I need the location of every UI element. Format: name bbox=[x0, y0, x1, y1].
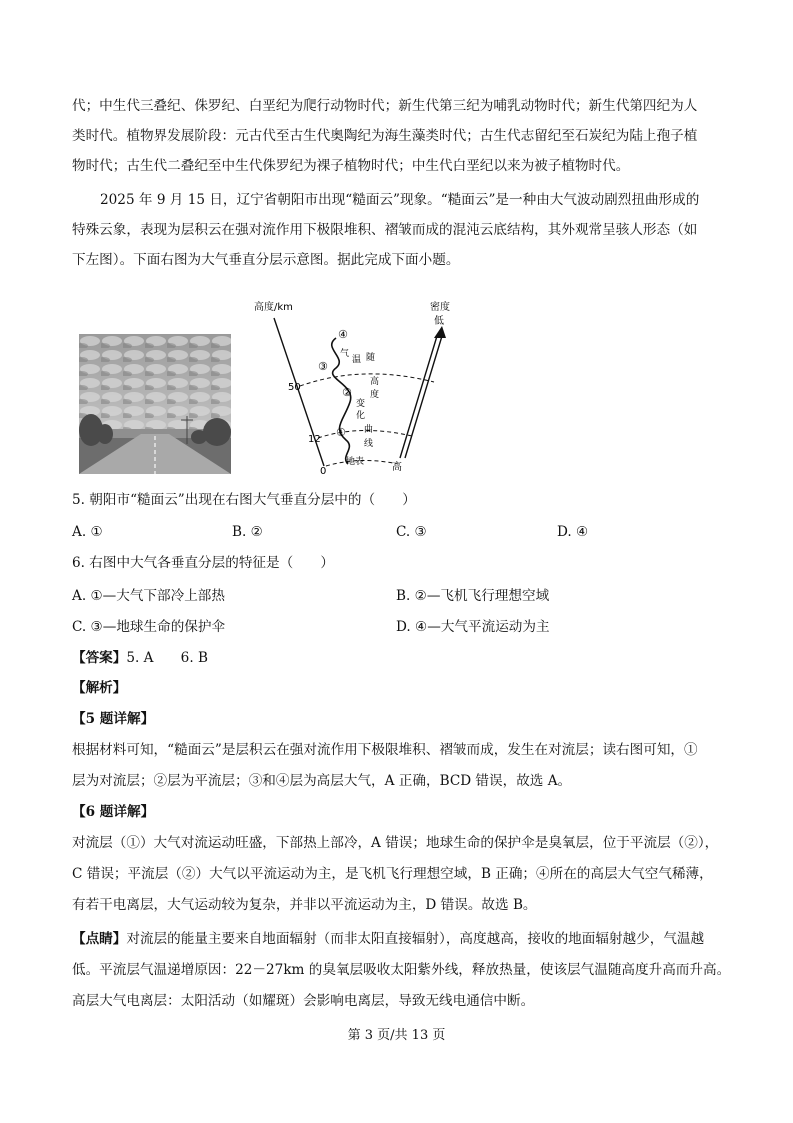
comment-label: 【点睛】 bbox=[72, 931, 127, 947]
answer-values: 5. A 6. B bbox=[126, 650, 208, 666]
layer-1-label: ① bbox=[336, 426, 346, 439]
q6-detail-line-3: 有若干电离层，大气运动较为复杂，并非以平流运动为主，D 错误。故选 B。 bbox=[72, 897, 537, 913]
comment-line-3: 高层大气电离层：太阳活动（如耀斑）会影响电离层，导致无线电通信中断。 bbox=[72, 993, 535, 1009]
intro-line-1: 代；中生代三叠纪、侏罗纪、白垩纪为爬行动物时代；新生代第三纪为哺乳动物时代；新生代第四纪为人 bbox=[72, 98, 698, 114]
q6-option-c[interactable]: C. ③—地球生命的保护伞 bbox=[72, 619, 226, 635]
curve-char-1: 温 bbox=[352, 355, 362, 365]
material-line-2: 特殊云象，表现为层积云在强对流作用下极限堆积、褶皱而成的混沌云底结构，其外观常呈骇人形态（如 bbox=[72, 222, 698, 238]
q6-detail-label: 【6 题详解】 bbox=[72, 804, 155, 820]
comment-line-2: 低。平流层气温递增原因：22－27km 的臭氧层吸收太阳紫外线，释放热量，使该层气温随高度升高而升高。 bbox=[72, 962, 731, 978]
intro-line-2: 类时代。植物界发展阶段：元古代至古生代奥陶纪为海生藻类时代；古生代志留纪至石炭纪为陆上孢子植 bbox=[72, 128, 698, 144]
rough-cloud-photo-drawing bbox=[79, 334, 231, 474]
answer-line bbox=[72, 648, 208, 668]
tick-50: 50 bbox=[288, 382, 301, 393]
atmosphere-layer-svg bbox=[252, 298, 467, 478]
boundary-50km bbox=[300, 374, 434, 386]
layer-4-label: ④ bbox=[338, 328, 348, 341]
q6-stem: 6. 右图中大气各垂直分层的特征是（ ） bbox=[72, 555, 334, 571]
material-line-1: 2025 年 9 月 15 日，辽宁省朝阳市出现“糙面云”现象。“糙面云”是一种由大气波动剧烈扭曲形成的 bbox=[100, 192, 700, 208]
layer-2-label: ② bbox=[342, 386, 352, 399]
ground-label: 地表 bbox=[346, 457, 365, 467]
q5-stem: 5. 朝阳市“糙面云”出现在右图大气垂直分层中的（ ） bbox=[72, 492, 416, 508]
answer-label: 【答案】 bbox=[72, 650, 127, 666]
tick-12: 12 bbox=[308, 434, 321, 445]
material-line-3: 下左图）。下面右图为大气垂直分层示意图。据此完成下面小题。 bbox=[72, 252, 460, 268]
height-axis-label: 高度/km bbox=[254, 302, 293, 313]
density-high-label: 高 bbox=[392, 462, 402, 473]
comment-line-1 bbox=[72, 929, 704, 949]
comment-text-1: 对流层的能量主要来自地面辐射（而非太阳直接辐射），高度越高，接收的地面辐射越少，气温越 bbox=[126, 931, 705, 947]
curve-char-0: 气 bbox=[340, 349, 350, 359]
layer-3-label: ③ bbox=[318, 360, 328, 373]
q6-detail-line-2: C 错误；平流层（②）大气以平流运动为主，是飞机飞行理想空域，B 正确；④所在的高层大气空气稀薄， bbox=[72, 866, 713, 882]
q6-option-a[interactable]: A. ①—大气下部冷上部热 bbox=[72, 588, 225, 604]
curve-char-8: 线 bbox=[364, 439, 374, 449]
curve-char-4: 度 bbox=[370, 390, 380, 400]
q5-detail-line-1: 根据材料可知，“糙面云”是层积云在强对流作用下极限堆积、褶皱而成，发生在对流层；读右图可知，① bbox=[72, 742, 698, 758]
q6-option-d[interactable]: D. ④—大气平流运动为主 bbox=[396, 619, 550, 635]
q6-detail-line-1: 对流层（①）大气对流运动旺盛，下部热上部冷，A 错误；地球生命的保护伞是臭氧层，位于平流层（②）， bbox=[72, 835, 719, 851]
q5-option-a[interactable]: A. ① bbox=[72, 524, 103, 540]
tick-0: 0 bbox=[320, 466, 327, 477]
q5-detail-label: 【5 题详解】 bbox=[72, 711, 155, 727]
curve-char-7: 曲 bbox=[364, 425, 374, 435]
q6-option-b[interactable]: B. ②—飞机飞行理想空域 bbox=[396, 588, 550, 604]
q5-option-b[interactable]: B. ② bbox=[232, 524, 263, 540]
q5-detail-line-2: 层为对流层；②层为平流层；③和④层为高层大气，A 正确，BCD 错误，故选 A。 bbox=[72, 773, 572, 789]
rough-cloud-photo bbox=[79, 334, 231, 474]
q5-option-d[interactable]: D. ④ bbox=[557, 524, 589, 540]
curve-char-3: 高 bbox=[370, 377, 380, 387]
page-footer: 第 3 页/共 13 页 bbox=[347, 1028, 446, 1043]
atmosphere-layer-diagram bbox=[252, 298, 467, 478]
curve-char-6: 化 bbox=[356, 411, 366, 421]
density-low-label: 低 bbox=[434, 316, 444, 327]
curve-char-2: 随 bbox=[366, 353, 376, 363]
curve-char-5: 变 bbox=[356, 399, 366, 409]
q5-option-c[interactable]: C. ③ bbox=[396, 524, 427, 540]
analysis-label: 【解析】 bbox=[72, 680, 127, 696]
density-arrow-head bbox=[434, 326, 446, 338]
intro-line-3: 物时代；古生代二叠纪至中生代侏罗纪为裸子植物时代；中生代白垩纪以来为被子植物时代。 bbox=[72, 158, 630, 174]
density-label: 密度 bbox=[430, 302, 450, 313]
